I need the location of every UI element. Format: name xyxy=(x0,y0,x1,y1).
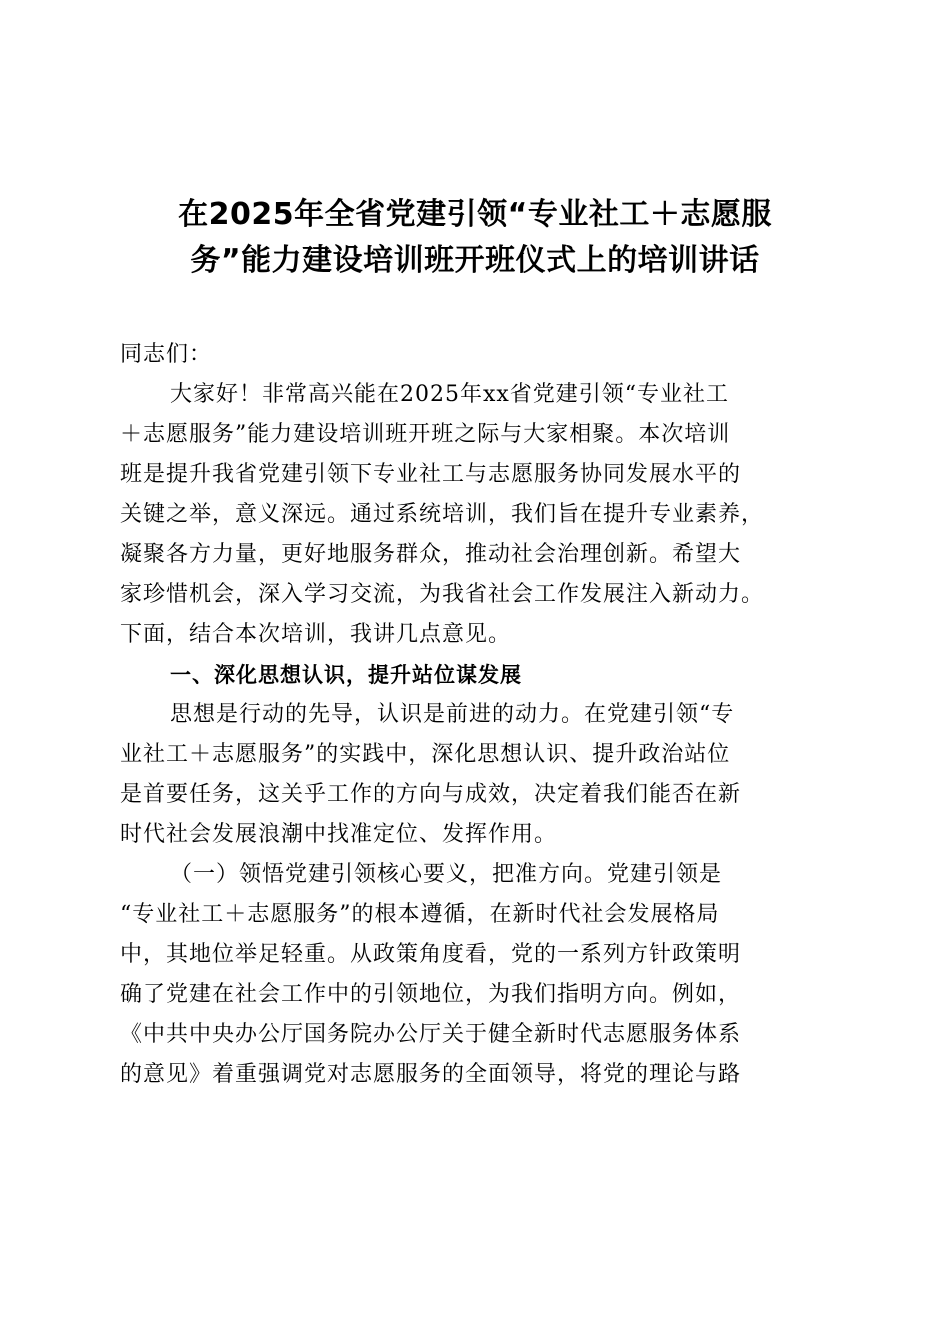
paragraph-line: 中，其地位举足轻重。从政策角度看，党的一系列方针政策明 xyxy=(120,942,742,967)
paragraph-line: 业社工＋志愿服务”的实践中，深化思想认识、提升政治站位 xyxy=(120,742,731,767)
paragraph-line: 大家好！非常高兴能在2025年xx省党建引领“专业社工 xyxy=(170,382,730,407)
paragraph-line: ＋志愿服务”能力建设培训班开班之际与大家相聚。本次培训 xyxy=(120,422,731,447)
salutation xyxy=(120,335,840,375)
paragraph-line: 《中共中央办公厅国务院办公厅关于健全新时代志愿服务体系 xyxy=(120,1022,742,1047)
paragraph-line: 凝聚各方力量，更好地服务群众，推动社会治理创新。希望大 xyxy=(120,542,742,567)
paragraph-line: 家珍惜机会，深入学习交流，为我省社会工作发展注入新动力。 xyxy=(120,582,765,607)
paragraph-line: （一）领悟党建引领核心要义，把准方向。党建引领是 xyxy=(170,862,723,887)
paragraph-line: 确了党建在社会工作中的引领地位，为我们指明方向。例如， xyxy=(120,982,742,1007)
paragraph-line: 是首要任务，这关乎工作的方向与成效，决定着我们能否在新 xyxy=(120,782,742,807)
heading-line: 一、深化思想认识，提升站位谋发展 xyxy=(170,663,522,687)
salutation-line: 同志们： xyxy=(120,342,213,367)
document-body xyxy=(120,335,840,1095)
paragraph-line: 时代社会发展浪潮中找准定位、发挥作用。 xyxy=(120,822,558,847)
paragraph-line: 班是提升我省党建引领下专业社工与志愿服务协同发展水平的 xyxy=(120,462,742,487)
section-heading-1 xyxy=(120,655,840,695)
paragraph-line: 思想是行动的先导，认识是前进的动力。在党建引领“专 xyxy=(170,702,735,727)
title-line-2: 务”能力建设培训班开班仪式上的培训讲话 xyxy=(190,243,760,278)
title-line-1: 在2025年全省党建引领“专业社工＋志愿服 xyxy=(178,197,772,232)
paragraph-line: 下面，结合本次培训，我讲几点意见。 xyxy=(120,622,512,647)
paragraph-line: 的意见》着重强调党对志愿服务的全面领导，将党的理论与路 xyxy=(120,1062,742,1087)
paragraph-subsection-1 xyxy=(120,855,840,1095)
paragraph-line: 关键之举，意义深远。通过系统培训，我们旨在提升专业素养， xyxy=(120,502,765,527)
document-title xyxy=(100,192,850,284)
paragraph-opening xyxy=(120,375,840,655)
paragraph-line: “专业社工＋志愿服务”的根本遵循，在新时代社会发展格局 xyxy=(120,902,720,927)
paragraph-section-intro xyxy=(120,695,840,855)
